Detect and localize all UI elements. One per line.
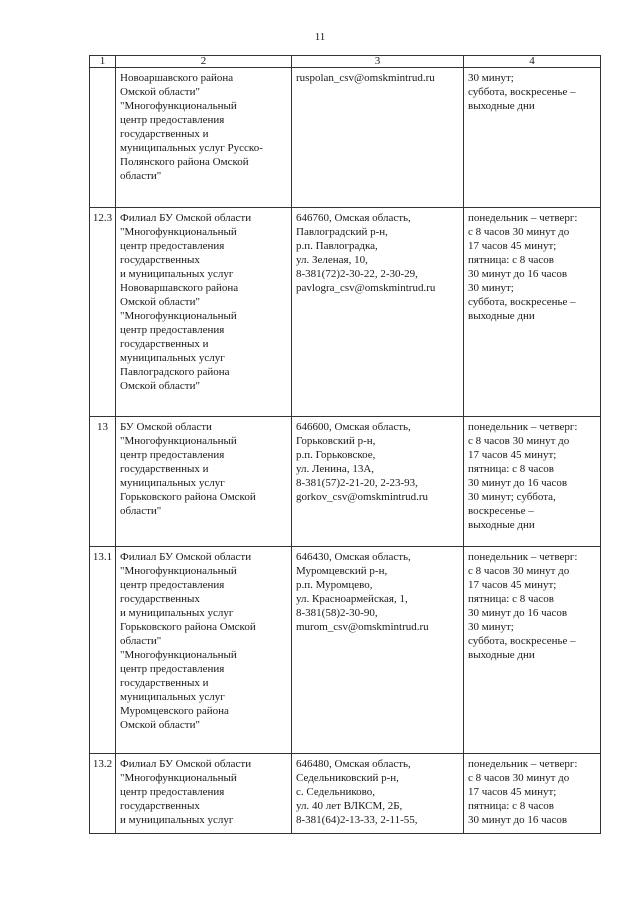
organization-name-line: центр предоставления bbox=[120, 240, 225, 252]
address-contacts-cell bbox=[292, 754, 464, 834]
organization-name-line: Муромцевского района bbox=[120, 705, 229, 717]
organization-name-cell bbox=[116, 754, 292, 834]
organization-name-line: и муниципальных услуг bbox=[120, 268, 234, 280]
organization-name-line: "Многофункциональный bbox=[120, 435, 237, 447]
row-number bbox=[90, 68, 116, 208]
working-hours-line: 17 часов 45 минут; bbox=[468, 240, 557, 252]
organization-name-line: БУ Омской области bbox=[120, 421, 212, 433]
organization-name-line: центр предоставления bbox=[120, 324, 225, 336]
organization-name-line: Филиал БУ Омской области bbox=[120, 212, 252, 224]
organization-name-line: государственных bbox=[120, 800, 200, 812]
organization-name-line: центр предоставления bbox=[120, 579, 225, 591]
row-number: 13 bbox=[90, 417, 116, 547]
working-hours-line: с 8 часов 30 минут до bbox=[468, 565, 570, 577]
working-hours-line: 30 минут; bbox=[468, 282, 514, 294]
organization-name-line: муниципальных услуг bbox=[120, 477, 225, 489]
working-hours-line: 30 минут; суббота, bbox=[468, 491, 556, 503]
organization-name-line: государственных и bbox=[120, 677, 209, 689]
working-hours-line: 30 минут до 16 часов bbox=[468, 268, 568, 280]
working-hours-line: выходные дни bbox=[468, 310, 535, 322]
working-hours-line: понедельник – четверг: bbox=[468, 758, 578, 770]
address-contacts-line: 8-381(58)2-30-90, bbox=[296, 607, 378, 619]
organization-name-line: области" bbox=[120, 635, 162, 647]
organization-name-line: "Многофункциональный bbox=[120, 310, 237, 322]
address-contacts-line: ул. Зеленая, 10, bbox=[296, 254, 368, 266]
working-hours-line: 30 минут до 16 часов bbox=[468, 607, 568, 619]
organization-name-line: государственных и bbox=[120, 463, 209, 475]
organization-name-line: центр предоставления bbox=[120, 786, 225, 798]
working-hours-line: пятница: с 8 часов bbox=[468, 463, 554, 475]
row-number: 13.1 bbox=[90, 547, 116, 754]
working-hours-line: суббота, воскресенье – bbox=[468, 86, 576, 98]
organization-name-line: государственных bbox=[120, 254, 200, 266]
address-contacts-line: р.п. Муромцево, bbox=[296, 579, 373, 591]
organization-name-line: и муниципальных услуг bbox=[120, 814, 234, 826]
organization-name-line: Филиал БУ Омской области bbox=[120, 758, 252, 770]
address-contacts-line: 8-381(72)2-30-22, 2-30-29, bbox=[296, 268, 418, 280]
mfc-offices-table bbox=[89, 55, 601, 834]
working-hours-line: пятница: с 8 часов bbox=[468, 254, 554, 266]
organization-name-line: "Многофункциональный bbox=[120, 226, 237, 238]
working-hours-line: выходные дни bbox=[468, 519, 535, 531]
organization-name-cell bbox=[116, 68, 292, 208]
working-hours-line: выходные дни bbox=[468, 100, 535, 112]
address-contacts-line: 8-381(64)2-13-33, 2-11-55, bbox=[296, 814, 418, 826]
address-contacts-line: murom_csv@omskmintrud.ru bbox=[296, 621, 429, 633]
organization-name-line: муниципальных услуг Русско- bbox=[120, 142, 263, 154]
working-hours-line: выходные дни bbox=[468, 649, 535, 661]
working-hours-cell bbox=[464, 547, 601, 754]
working-hours-line: понедельник – четверг: bbox=[468, 212, 578, 224]
working-hours-line: 17 часов 45 минут; bbox=[468, 449, 557, 461]
organization-name-line: Нововаршавского района bbox=[120, 282, 239, 294]
address-contacts-line: Горьковский р-н, bbox=[296, 435, 376, 447]
table-row bbox=[90, 68, 601, 208]
address-contacts-line: ruspolan_csv@omskmintrud.ru bbox=[296, 72, 435, 84]
organization-name-line: "Многофункциональный bbox=[120, 565, 237, 577]
organization-name-line: муниципальных услуг bbox=[120, 352, 225, 364]
row-number: 13.2 bbox=[90, 754, 116, 834]
organization-name-line: Омской области" bbox=[120, 380, 200, 392]
column-header: 1 bbox=[90, 56, 116, 68]
address-contacts-line: ул. 40 лет ВЛКСМ, 2Б, bbox=[296, 800, 403, 812]
organization-name-line: области" bbox=[120, 170, 162, 182]
column-header: 4 bbox=[464, 56, 601, 68]
address-contacts-cell bbox=[292, 417, 464, 547]
organization-name-cell bbox=[116, 547, 292, 754]
working-hours-line: воскресенье – bbox=[468, 505, 534, 517]
organization-name-line: Омской области" bbox=[120, 719, 200, 731]
working-hours-line: с 8 часов 30 минут до bbox=[468, 772, 570, 784]
organization-name-line: "Многофункциональный bbox=[120, 100, 237, 112]
table-row bbox=[90, 208, 601, 417]
address-contacts-line: ул. Ленина, 13А, bbox=[296, 463, 375, 475]
working-hours-line: 17 часов 45 минут; bbox=[468, 579, 557, 591]
address-contacts-cell bbox=[292, 68, 464, 208]
working-hours-line: суббота, воскресенье – bbox=[468, 296, 576, 308]
address-contacts-line: р.п. Павлоградка, bbox=[296, 240, 378, 252]
address-contacts-line: 646480, Омская область, bbox=[296, 758, 411, 770]
organization-name-line: "Многофункциональный bbox=[120, 772, 237, 784]
table-row bbox=[90, 547, 601, 754]
organization-name-line: "Многофункциональный bbox=[120, 649, 237, 661]
working-hours-line: понедельник – четверг: bbox=[468, 551, 578, 563]
address-contacts-line: ул. Красноармейская, 1, bbox=[296, 593, 408, 605]
organization-name-line: Горьковского района Омской bbox=[120, 491, 256, 503]
working-hours-line: с 8 часов 30 минут до bbox=[468, 226, 570, 238]
working-hours-line: 30 минут до 16 часов bbox=[468, 477, 568, 489]
working-hours-line: с 8 часов 30 минут до bbox=[468, 435, 570, 447]
address-contacts-line: Седельниковский р-н, bbox=[296, 772, 399, 784]
address-contacts-line: 646430, Омская область, bbox=[296, 551, 411, 563]
page-number: 11 bbox=[314, 31, 326, 43]
organization-name-line: Горьковского района Омской bbox=[120, 621, 256, 633]
organization-name-line: Омской области" bbox=[120, 86, 200, 98]
address-contacts-line: 8-381(57)2-21-20, 2-23-93, bbox=[296, 477, 418, 489]
working-hours-line: 30 минут; bbox=[468, 621, 514, 633]
organization-name-line: Новоаршавского района bbox=[120, 72, 234, 84]
working-hours-line: 30 минут; bbox=[468, 72, 514, 84]
organization-name-line: государственных bbox=[120, 593, 200, 605]
address-contacts-line: Муромцевский р-н, bbox=[296, 565, 388, 577]
column-header: 2 bbox=[116, 56, 292, 68]
organization-name-line: Омской области" bbox=[120, 296, 200, 308]
address-contacts-line: gorkov_csv@omskmintrud.ru bbox=[296, 491, 429, 503]
address-contacts-line: pavlogra_csv@omskmintrud.ru bbox=[296, 282, 436, 294]
address-contacts-cell bbox=[292, 208, 464, 417]
organization-name-line: Павлоградского района bbox=[120, 366, 230, 378]
organization-name-line: государственных и bbox=[120, 128, 209, 140]
column-header: 3 bbox=[292, 56, 464, 68]
organization-name-line: Филиал БУ Омской области bbox=[120, 551, 252, 563]
working-hours-line: 30 минут до 16 часов bbox=[468, 814, 568, 826]
organization-name-line: центр предоставления bbox=[120, 114, 225, 126]
address-contacts-line: Павлоградский р-н, bbox=[296, 226, 388, 238]
working-hours-cell bbox=[464, 208, 601, 417]
organization-name-line: Полянского района Омской bbox=[120, 156, 249, 168]
working-hours-line: 17 часов 45 минут; bbox=[468, 786, 557, 798]
column-number-row bbox=[90, 56, 601, 68]
working-hours-line: суббота, воскресенье – bbox=[468, 635, 576, 647]
organization-name-line: муниципальных услуг bbox=[120, 691, 225, 703]
organization-name-line: центр предоставления bbox=[120, 663, 225, 675]
organization-name-line: и муниципальных услуг bbox=[120, 607, 234, 619]
table-row bbox=[90, 754, 601, 834]
organization-name-line: государственных и bbox=[120, 338, 209, 350]
organization-name-line: центр предоставления bbox=[120, 449, 225, 461]
address-contacts-line: 646760, Омская область, bbox=[296, 212, 411, 224]
working-hours-cell bbox=[464, 754, 601, 834]
address-contacts-line: р.п. Горьковское, bbox=[296, 449, 376, 461]
organization-name-line: области" bbox=[120, 505, 162, 517]
table-row bbox=[90, 417, 601, 547]
working-hours-line: понедельник – четверг: bbox=[468, 421, 578, 433]
address-contacts-line: 646600, Омская область, bbox=[296, 421, 411, 433]
address-contacts-cell bbox=[292, 547, 464, 754]
working-hours-line: пятница: с 8 часов bbox=[468, 800, 554, 812]
organization-name-cell bbox=[116, 208, 292, 417]
address-contacts-line: с. Седельниково, bbox=[296, 786, 376, 798]
working-hours-cell bbox=[464, 417, 601, 547]
organization-name-cell bbox=[116, 417, 292, 547]
row-number: 12.3 bbox=[90, 208, 116, 417]
working-hours-cell bbox=[464, 68, 601, 208]
working-hours-line: пятница: с 8 часов bbox=[468, 593, 554, 605]
